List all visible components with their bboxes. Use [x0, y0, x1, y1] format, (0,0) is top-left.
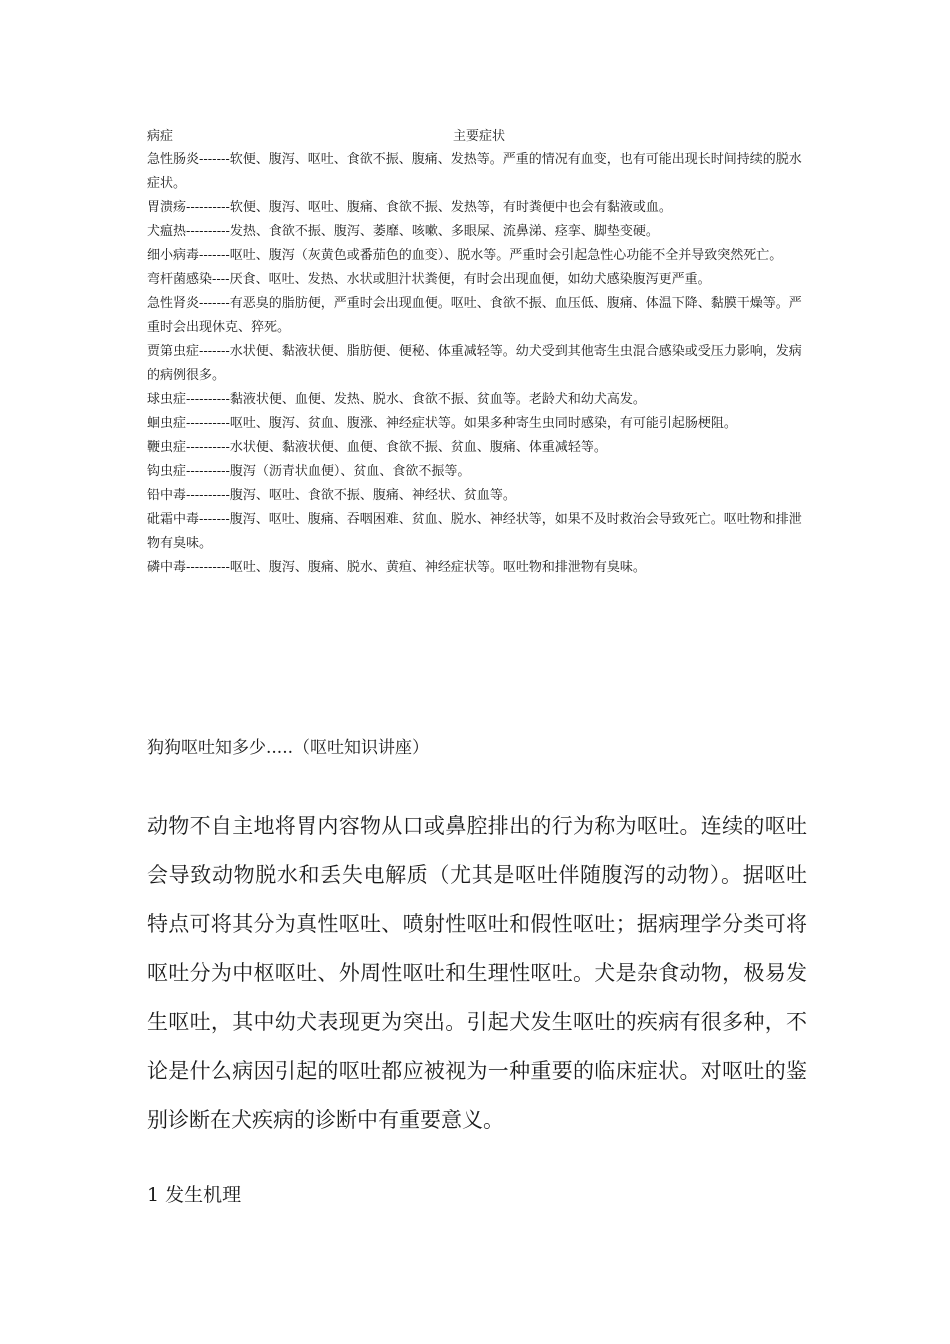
- symptom-entry: 胃溃疡----------软便、腹泻、呕吐、腹痛、食欲不振、发热等，有时粪便中也会有黏液或血。: [147, 200, 672, 215]
- header-disease: 病症: [147, 129, 174, 144]
- symptom-entry: 磷中毒----------呕吐、腹泻、腹痛、脱水、黄疸、神经症状等。呕吐物和排泄物有臭味。: [147, 560, 646, 575]
- article-title: 狗狗呕吐知多少.....（呕吐知识讲座）: [147, 738, 430, 758]
- symptom-entry: 急性肾炎-------有恶臭的脂肪便，严重时会出现血便。呕吐、食欲不振、血压低、腹痛、体温下降、黏膜干燥等。严重时会出现休克、猝死。: [147, 296, 802, 335]
- symptom-entry: 贾第虫症-------水状便、黏液状便、脂肪便、便秘、体重减轻等。幼犬受到其他寄生虫混合感染或受压力影响，发病的病例很多。: [147, 344, 802, 383]
- symptom-entry: 急性肠炎-------软便、腹泻、呕吐、食欲不振、腹痛、发热等。严重的情况有血变，也有可能出现长时间持续的脱水症状。: [147, 152, 802, 191]
- header-symptom: 主要症状: [453, 129, 506, 144]
- symptom-entry: 犬瘟热----------发热、食欲不振、腹泻、萎靡、咳嗽、多眼屎、流鼻涕、痉挛、脚垫变硬。: [147, 224, 659, 239]
- symptom-list: [147, 148, 807, 580]
- symptom-entry: 细小病毒-------呕吐、腹泻（灰黄色或番茄色的血变）、脱水等。严重时会引起急性心功能不全并导致突然死亡。: [147, 248, 783, 263]
- symptom-entry: 鞭虫症----------水状便、黏液状便、血便、食欲不振、贫血、腹痛、体重减轻等。: [147, 440, 607, 455]
- symptom-entry: 蛔虫症----------呕吐、腹泻、贫血、腹涨、神经症状等。如果多种寄生虫同时感染，有可能引起肠梗阻。: [147, 416, 737, 431]
- symptom-entry: 弯杆菌感染----厌食、呕吐、发热、水状或胆汁状粪便，有时会出现血便，如幼犬感染腹泻更严重。: [147, 272, 711, 287]
- symptom-entry: 钩虫症----------腹泻（沥青状血便）、贫血、食欲不振等。: [147, 464, 471, 479]
- symptom-entry: 砒霜中毒-------腹泻、呕吐、腹痛、吞咽困难、贫血、脱水、神经状等，如果不及时救治会导致死亡。呕吐物和排泄物有臭味。: [147, 512, 802, 551]
- article-body: 动物不自主地将胃内容物从口或鼻腔排出的行为称为呕吐。连续的呕吐会导致动物脱水和丢失电解质（尤其是呕吐伴随腹泻的动物）。据呕吐特点可将其分为真性呕吐、喷射性呕吐和假性呕吐；据病理学分类可将呕吐分为中枢呕吐、外周性呕吐和生理性呕吐。犬是杂食动物，极易发生呕吐，其中幼犬表现更为突出。引起犬发生呕吐的疾病有很多种，不论是什么病因引起的呕吐都应被视为一种重要的临床症状。对呕吐的鉴别诊断在犬疾病的诊断中有重要意义。: [147, 814, 807, 1132]
- symptom-entry: 铅中毒----------腹泻、呕吐、食欲不振、腹痛、神经状、贫血等。: [147, 488, 516, 503]
- section-heading: 1 发生机理: [147, 1184, 242, 1206]
- symptom-entry: 球虫症----------黏液状便、血便、发热、脱水、食欲不振、贫血等。老龄犬和幼犬高发。: [147, 392, 646, 407]
